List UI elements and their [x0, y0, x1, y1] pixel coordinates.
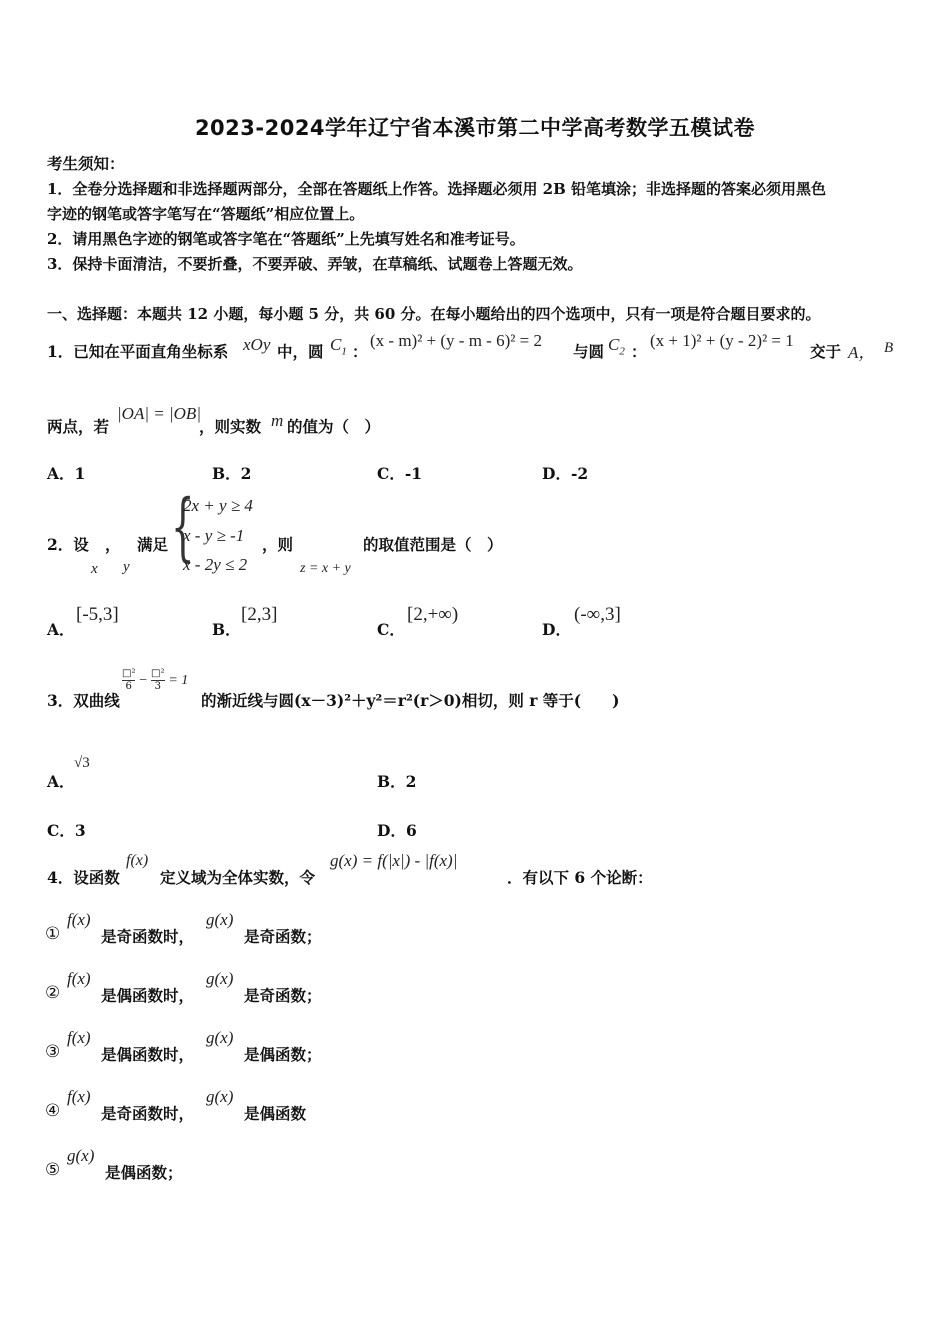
q1-point-a: A，: [848, 343, 876, 362]
q2-text-4: ，则: [262, 535, 294, 554]
q3-text-2: 的渐近线与圆(x－3)²＋y²＝r²(r＞0)相切，则 r 等于( ): [201, 691, 620, 710]
q4-item-5-g: g(x): [67, 1146, 95, 1165]
q1-text-4: 交于: [810, 342, 842, 361]
q4-item-2-f: f(x): [67, 969, 91, 988]
q3-fraction-a: $\frac{\text{□²}}{6}$: [122, 668, 136, 692]
q4-item-4-text-a: 是奇函数时，: [101, 1104, 195, 1123]
q4-fx: f(x): [126, 852, 149, 869]
q2-text-3: 满足: [137, 535, 169, 554]
q2-text-2: ，: [105, 535, 121, 554]
q4-item-1-f: f(x): [67, 910, 91, 929]
q4-item-3-f: f(x): [67, 1028, 91, 1047]
q4-item-1-number: ①: [45, 924, 61, 944]
q2-option-b-value: [2,3]: [241, 604, 278, 625]
q4-item-4-g: g(x): [206, 1087, 234, 1106]
q4-item-3-g: g(x): [206, 1028, 234, 1047]
q4-item-2-text-b: 是奇函数；: [244, 986, 322, 1005]
q2-inequality-1: 2x + y ≥ 4: [183, 496, 253, 515]
q4-item-3-number: ③: [45, 1042, 61, 1062]
q1-option-b: B．2: [212, 464, 252, 483]
q4-item-5-number: ⑤: [45, 1160, 61, 1180]
q4-item-3-text-b: 是偶函数；: [244, 1045, 322, 1064]
q2-option-d-label: D．: [542, 620, 571, 639]
q4-item-1-g: g(x): [206, 910, 234, 929]
q1-c2: $C_2$: [608, 335, 625, 358]
notice-line-1b: 字迹的钢笔或答字笔写在“答题纸”相应位置上。: [47, 205, 365, 223]
q2-option-b-label: B．: [212, 620, 241, 639]
q1-text-3: 与圆: [573, 342, 605, 361]
notice-line-2: 2．请用黑色字迹的钢笔或答字笔在“答题纸”上先填写姓名和准考证号。: [47, 230, 525, 248]
q3-option-c: C．3: [47, 821, 86, 840]
q2-option-d-value: (-∞,3]: [574, 604, 621, 625]
q4-g-definition: g(x) = f(|x|) - |f(x)|: [330, 851, 458, 870]
q2-option-a-value: [-5,3]: [76, 604, 119, 625]
q2-inequality-3: x - 2y ≤ 2: [183, 555, 248, 574]
q4-item-2-text-a: 是偶函数时，: [101, 986, 195, 1005]
q1-text-1: 1．已知在平面直角坐标系: [47, 342, 229, 361]
q1-colon-2: ：: [631, 342, 647, 361]
q1-xoy: xOy: [243, 335, 271, 354]
q1-point-b: B: [884, 340, 894, 356]
q3-option-a-value: √3: [74, 755, 90, 771]
q2-inequality-2: x - y ≥ -1: [183, 526, 245, 545]
notice-line-1a: 1．全卷分选择题和非选择题两部分，全部在答题纸上作答。选择题必须用 2B 铅笔填涂；非选择题的答案必须用黑色: [47, 180, 827, 198]
q2-text-5: 的取值范围是（ ）: [363, 535, 503, 554]
q4-item-3-text-a: 是偶函数时，: [101, 1045, 195, 1064]
q2-option-c-value: [2,+∞): [407, 604, 459, 625]
q2-system-brace: {: [171, 484, 195, 570]
q4-item-4-f: f(x): [67, 1087, 91, 1106]
q1-option-c: C．-1: [377, 464, 423, 483]
section-heading: 一、选择题：本题共 12 小题，每小题 5 分，共 60 分。在每小题给出的四个选项中，只有一项是符合题目要求的。: [47, 305, 821, 323]
q3-option-a-label: A．: [47, 772, 75, 791]
q1-c1: $C_1$: [330, 335, 347, 358]
q2-var-x: x: [91, 561, 98, 577]
q1-text-2: 中，圆: [277, 342, 324, 361]
q4-text-1: 4．设函数: [47, 868, 120, 887]
q4-text-3: ．有以下 6 个论断：: [507, 868, 653, 887]
q1-text-5: 两点，若: [47, 417, 110, 436]
q1-option-a: A．1: [47, 464, 86, 483]
q1-colon-1: ：: [352, 342, 368, 361]
q4-item-1-text-b: 是奇函数；: [244, 927, 322, 946]
notice-heading: 考生须知：: [47, 154, 125, 173]
q1-eq-2: (x + 1)² + (y - 2)² = 1: [650, 331, 794, 350]
q3-hyperbola-equation: $\frac{\text{□²}}{6}$ − $\frac{\text{□²}}{3}$ = 1: [122, 668, 189, 692]
page-title: 2023-2024学年辽宁省本溪市第二中学高考数学五模试卷: [194, 116, 756, 140]
q4-item-2-g: g(x): [206, 969, 234, 988]
q2-text-1: 2．设: [47, 535, 89, 554]
q2-option-c-label: C．: [377, 620, 405, 639]
q3-text-1: 3．双曲线: [47, 691, 120, 710]
q3-fraction-b: $\frac{\text{□²}}{3}$: [151, 668, 165, 692]
q1-text-7: 的值为（ ）: [287, 417, 381, 436]
q3-option-d: D．6: [377, 821, 417, 840]
q1-condition: |OA| = |OB|: [117, 404, 201, 423]
q4-item-4-text-b: 是偶函数: [244, 1104, 307, 1123]
q4-item-4-number: ④: [45, 1101, 61, 1121]
notice-line-3: 3．保持卡面清洁，不要折叠，不要弄破、弄皱，在草稿纸、试题卷上答题无效。: [47, 255, 583, 273]
q1-option-d: D．-2: [542, 464, 589, 483]
q1-text-6: ，则实数: [199, 417, 262, 436]
q4-text-2: 定义域为全体实数，令: [160, 868, 316, 887]
q4-item-1-text-a: 是奇函数时，: [101, 927, 195, 946]
q1-m: m: [271, 411, 284, 430]
q2-var-y: y: [123, 559, 130, 575]
q1-eq-1: (x - m)² + (y - m - 6)² = 2: [370, 331, 542, 350]
q4-item-2-number: ②: [45, 983, 61, 1003]
q3-option-b: B．2: [377, 772, 417, 791]
q2-z-expr: z = x + y: [300, 561, 351, 576]
q2-option-a-label: A．: [47, 620, 75, 639]
q4-item-5-text: 是偶函数；: [105, 1163, 183, 1182]
